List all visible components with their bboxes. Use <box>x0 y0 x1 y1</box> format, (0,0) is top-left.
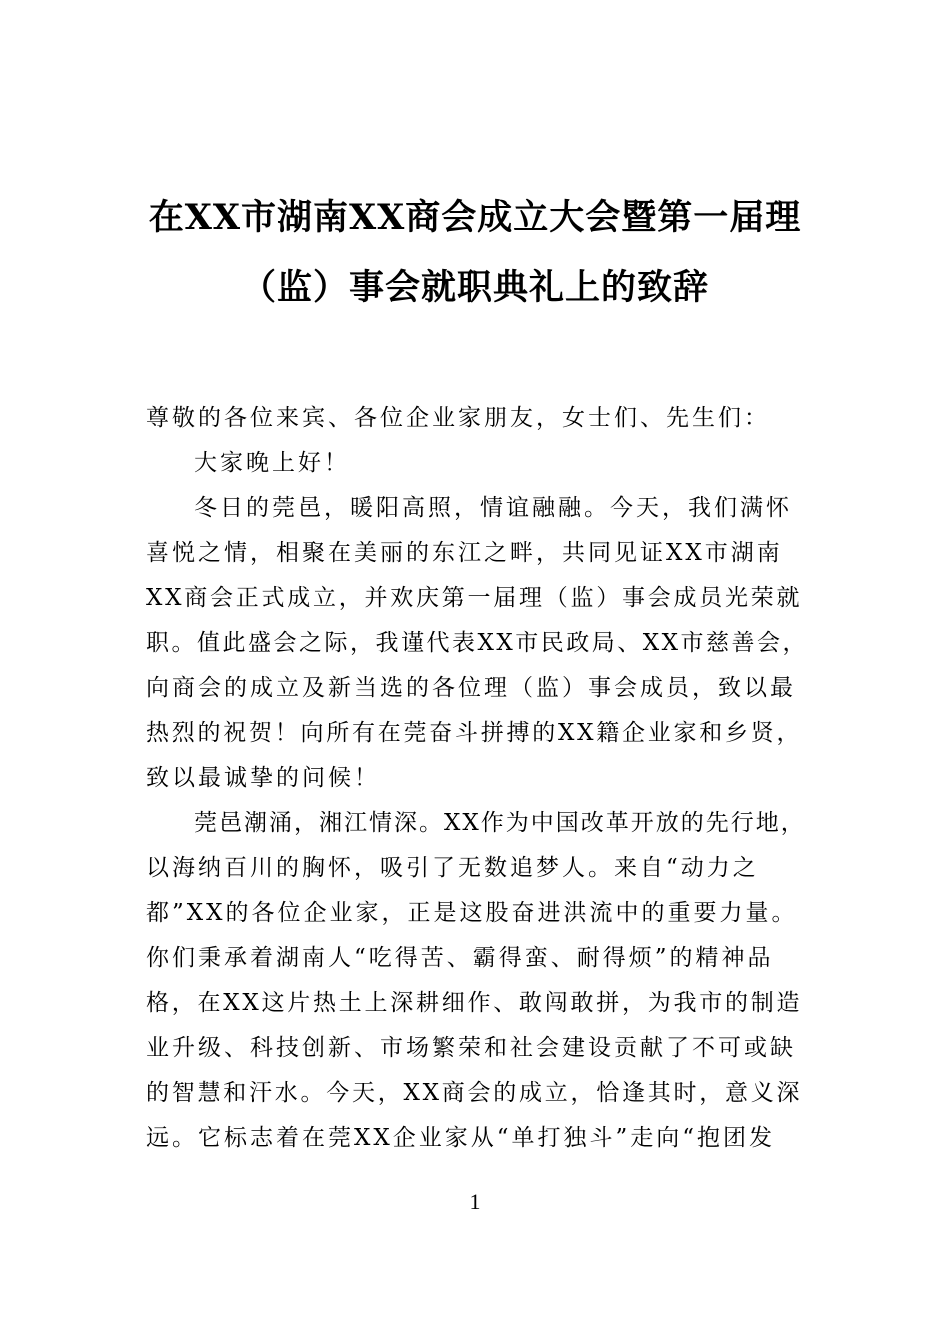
body-text-line: 喜悦之情，相聚在美丽的东江之畔，共同见证XX市湖南 <box>146 540 783 566</box>
salutation-line: 尊敬的各位来宾、各位企业家朋友，女士们、先生们： <box>146 405 770 431</box>
body-text-line: 莞邑潮涌，湘江情深。XX作为中国改革开放的先行地， <box>194 810 806 836</box>
body-text-line: 热烈的祝贺！向所有在莞奋斗拼搏的XX籍企业家和乡贤， <box>146 720 803 746</box>
body-text-line: 都”XX的各位企业家，正是这股奋进洪流中的重要力量。 <box>146 900 798 926</box>
body-text-line: 向商会的成立及新当选的各位理（监）事会成员，致以最 <box>146 675 796 701</box>
document-title-line-1: 在XX市湖南XX商会成立大会暨第一届理 <box>148 197 802 238</box>
body-text-line: 以海纳百川的胸怀，吸引了无数追梦人。来自“动力之 <box>146 855 759 881</box>
greeting-line: 大家晚上好！ <box>194 450 350 476</box>
body-text-line: 业升级、科技创新、市场繁荣和社会建设贡献了不可或缺 <box>146 1035 796 1061</box>
body-text-line: 致以最诚挚的问候！ <box>146 765 380 791</box>
body-text-line: 远。它标志着在莞XX企业家从“单打独斗”走向“抱团发 <box>146 1125 776 1151</box>
body-text-line: 职。值此盛会之际，我谨代表XX市民政局、XX市慈善会， <box>146 630 808 656</box>
document-title-line-2: （监）事会就职典礼上的致辞 <box>240 267 709 308</box>
body-text-line: 冬日的莞邑，暖阳高照，情谊融融。今天，我们满怀 <box>194 495 792 521</box>
body-text-line: XX商会正式成立，并欢庆第一届理（监）事会成员光荣就 <box>146 585 803 611</box>
body-text-line: 的智慧和汗水。今天，XX商会的成立，恰逢其时，意义深 <box>146 1080 803 1106</box>
page-number: 1 <box>469 1189 481 1214</box>
body-text-line: 你们秉承着湖南人“吃得苦、霸得蛮、耐得烦”的精神品 <box>146 945 774 971</box>
body-text-line: 格，在XX这片热土上深耕细作、敢闯敢拼，为我市的制造 <box>146 990 803 1016</box>
